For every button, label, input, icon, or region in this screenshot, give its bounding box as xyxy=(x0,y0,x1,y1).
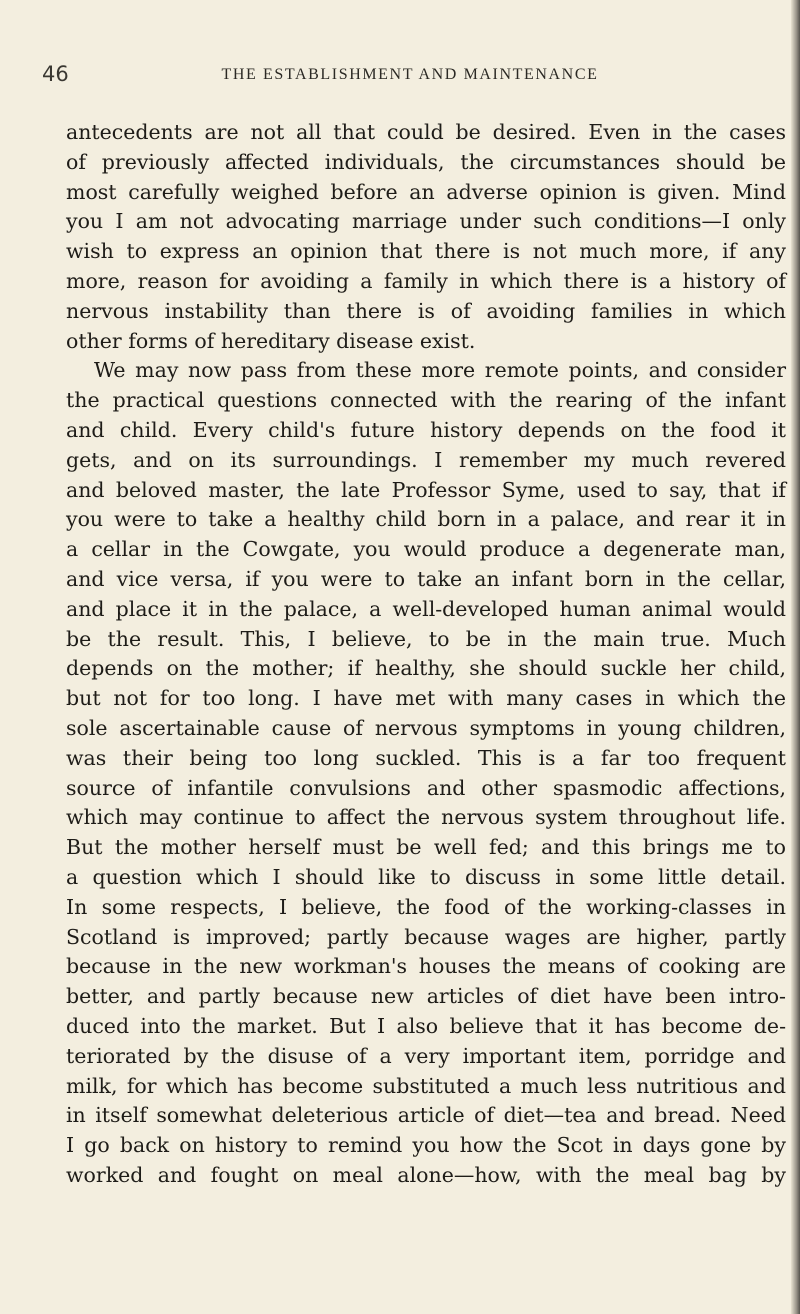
text-line: but not for too long. I have met with many cases in which the xyxy=(66,686,786,711)
text-line: and beloved master, the late Professor Syme, used to say, that if xyxy=(66,477,786,502)
page-header xyxy=(40,62,780,96)
text-line: be the result. This, I believe, to be in the main true. Much xyxy=(66,626,786,651)
body-text xyxy=(66,118,786,1191)
text-line: other forms of hereditary disease exist. xyxy=(66,328,476,353)
text-line: But the mother herself must be well fed; and this brings me to xyxy=(66,835,786,860)
text-line: more, reason for avoiding a family in which there is a history of xyxy=(66,268,786,293)
text-line: nervous instability than there is of avoiding families in which xyxy=(66,298,786,323)
text-line: you were to take a healthy child born in a palace, and rear it in xyxy=(66,507,786,532)
text-line: Scotland is improved; partly because wages are higher, partly xyxy=(66,924,786,949)
text-line: the practical questions connected with the rearing of the infant xyxy=(66,388,786,413)
text-line: We may now pass from these more remote points, and consider xyxy=(94,358,786,383)
text-line: and child. Every child's future history depends on the food it xyxy=(66,417,786,442)
text-line: wish to express an opinion that there is not much more, if any xyxy=(66,239,786,264)
text-line: worked and fought on meal alone—how, with the meal bag by xyxy=(66,1162,786,1187)
text-line: and place it in the palace, a well-developed human animal would xyxy=(66,596,786,621)
text-line: of previously affected individuals, the circumstances should be xyxy=(66,149,786,174)
text-line: duced into the market. But I also believe that it has become de- xyxy=(66,1013,786,1038)
text-line: teriorated by the disuse of a very important item, porridge and xyxy=(66,1043,786,1068)
text-line: source of infantile convulsions and other spasmodic affections, xyxy=(66,775,786,800)
text-line: you I am not advocating marriage under such conditions—I only xyxy=(66,209,786,234)
page-edge-shadow xyxy=(791,0,800,1314)
text-line: which may continue to affect the nervous system throughout life. xyxy=(66,805,786,830)
text-line: most carefully weighed before an adverse opinion is given. Mind xyxy=(66,179,786,204)
text-line: depends on the mother; if healthy, she should suckle her child, xyxy=(66,656,786,681)
text-line: better, and partly because new articles of diet have been intro- xyxy=(66,984,786,1009)
text-line: a question which I should like to discuss in some little detail. xyxy=(66,864,786,889)
running-head: THE ESTABLISHMENT AND MAINTENANCE xyxy=(221,66,599,83)
text-line: in itself somewhat deleterious article of diet—tea and bread. Need xyxy=(66,1103,786,1128)
text-line: milk, for which has become substituted a much less nutritious and xyxy=(66,1073,786,1098)
text-line: antecedents are not all that could be desired. Even in the cases xyxy=(66,120,786,144)
text-line: a cellar in the Cowgate, you would produce a degenerate man, xyxy=(66,537,786,562)
text-line: I go back on history to remind you how the Scot in days gone by xyxy=(66,1133,786,1158)
text-line: sole ascertainable cause of nervous symptoms in young children, xyxy=(66,715,786,740)
text-line: because in the new workman's houses the means of cooking are xyxy=(66,954,786,979)
text-line: gets, and on its surroundings. I remember my much revered xyxy=(66,447,786,472)
text-line: and vice versa, if you were to take an infant born in the cellar, xyxy=(66,566,786,591)
text-line: was their being too long suckled. This is a far too frequent xyxy=(66,745,786,770)
page-number: 46 xyxy=(42,62,69,86)
text-line: In some respects, I believe, the food of the working-classes in xyxy=(66,894,786,919)
